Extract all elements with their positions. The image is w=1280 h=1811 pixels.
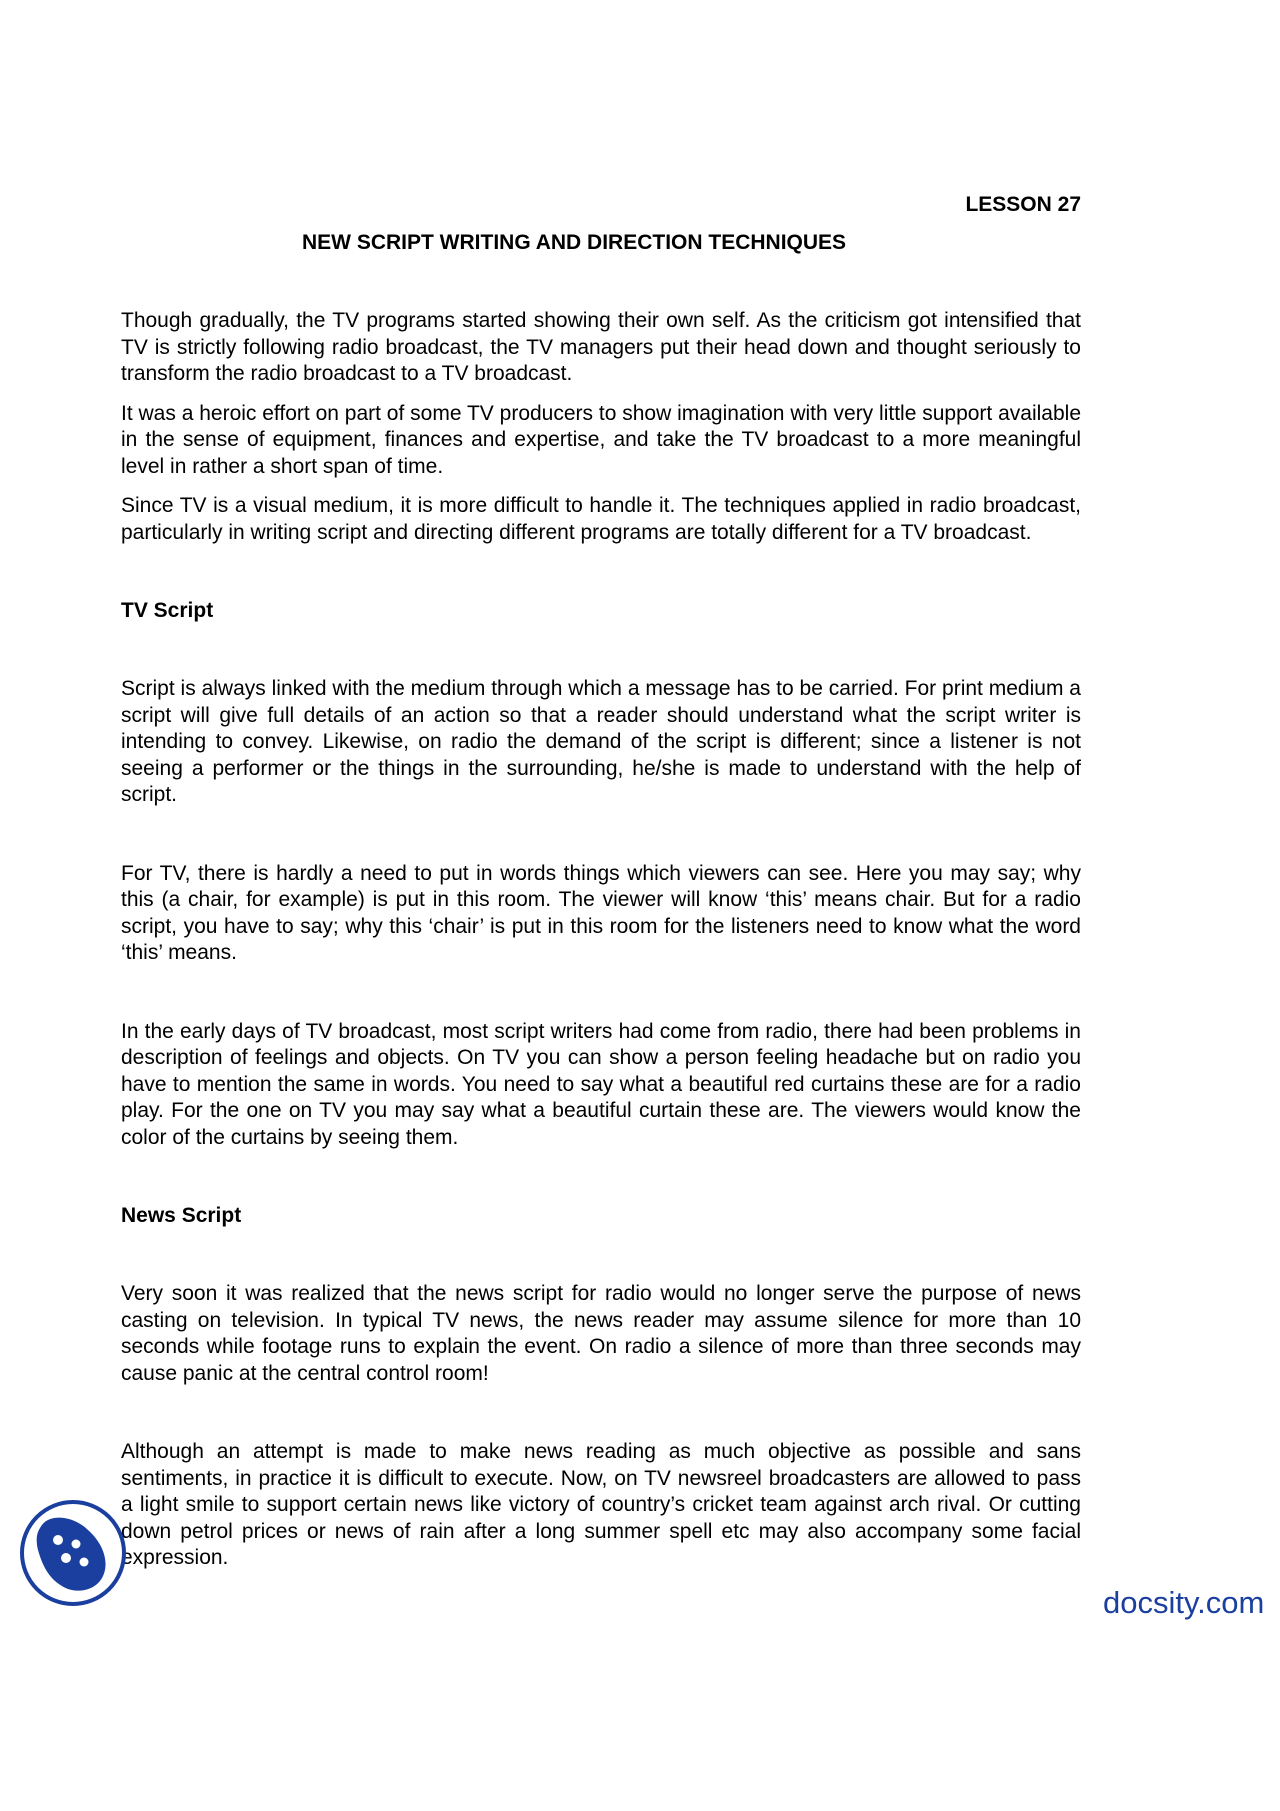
section-heading-tv-script: TV Script [121, 599, 214, 622]
intro-paragraph-3: Since TV is a visual medium, it is more difficult to handle it. The techniques applied in radio broadcast, particularly in writing script and directing different programs are totally different for a TV broadcast. [121, 494, 1081, 544]
docsity-logo-icon [18, 1498, 128, 1608]
intro-paragraph-1: Though gradually, the TV programs started showing their own self. As the criticism got intensified that TV is strictly following radio broadcast, the TV managers put their head down and thought seriously to transform the radio broadcast to a TV broadcast. [121, 309, 1081, 385]
intro-paragraph-2: It was a heroic effort on part of some TV producers to show imagination with very little support available in the sense of equipment, finances and expertise, and take the TV broadcast to a more meaningful level in rather a short span of time. [121, 401, 1081, 478]
lesson-title: NEW SCRIPT WRITING AND DIRECTION TECHNIQUES [302, 231, 847, 254]
tv-script-paragraph-3: In the early days of TV broadcast, most script writers had come from radio, there had been problems in description of feelings and objects. On TV you can show a person feeling headache but on radio you have to mention the same in words. You need to say what a beautiful red curtains these are for a radio play. For the one on TV you may say what a beautiful curtain these are. The viewers would know the color of the curtains by seeing them. [121, 1019, 1081, 1149]
document-body [121, 192, 1081, 1572]
lesson-number: LESSON 27 [965, 193, 1081, 216]
section-heading-news-script: News Script [121, 1204, 242, 1227]
news-script-paragraph-1: Very soon it was realized that the news script for radio would no longer serve the purpose of news casting on television. In typical TV news, the news reader may assume silence for more than 10 seconds while footage runs to explain the event. On radio a silence of more than three seconds may cause panic at the central control room! [121, 1282, 1081, 1385]
docsity-watermark[interactable]: docsity.com [1103, 1585, 1265, 1620]
tv-script-paragraph-2: For TV, there is hardly a need to put in words things which viewers can see. Here you may say; why this (a chair, for example) is put in this room. The viewer will know ‘this’ means chair. But for a radio script, you have to say; why this ‘chair’ is put in this room for the listeners need to know what the word ‘this’ means. [121, 861, 1081, 964]
news-script-paragraph-2: Although an attempt is made to make news reading as much objective as possible and sans sentiments, in practice it is difficult to execute. Now, on TV newsreel broadcasters are allowed to pass a light smile to support certain news like victory of country’s cricket team against arch rival. Or cutting down petrol prices or news of rain after a long summer spell etc may also accompany some facial expression. [121, 1440, 1081, 1569]
tv-script-paragraph-1: Script is always linked with the medium through which a message has to be carried. For print medium a script will give full details of an action so that a reader should understand what the script writer is intending to convey. Likewise, on radio the demand of the script is different; since a listener is not seeing a performer or the things in the surrounding, he/she is made to understand with the help of script. [121, 677, 1081, 806]
